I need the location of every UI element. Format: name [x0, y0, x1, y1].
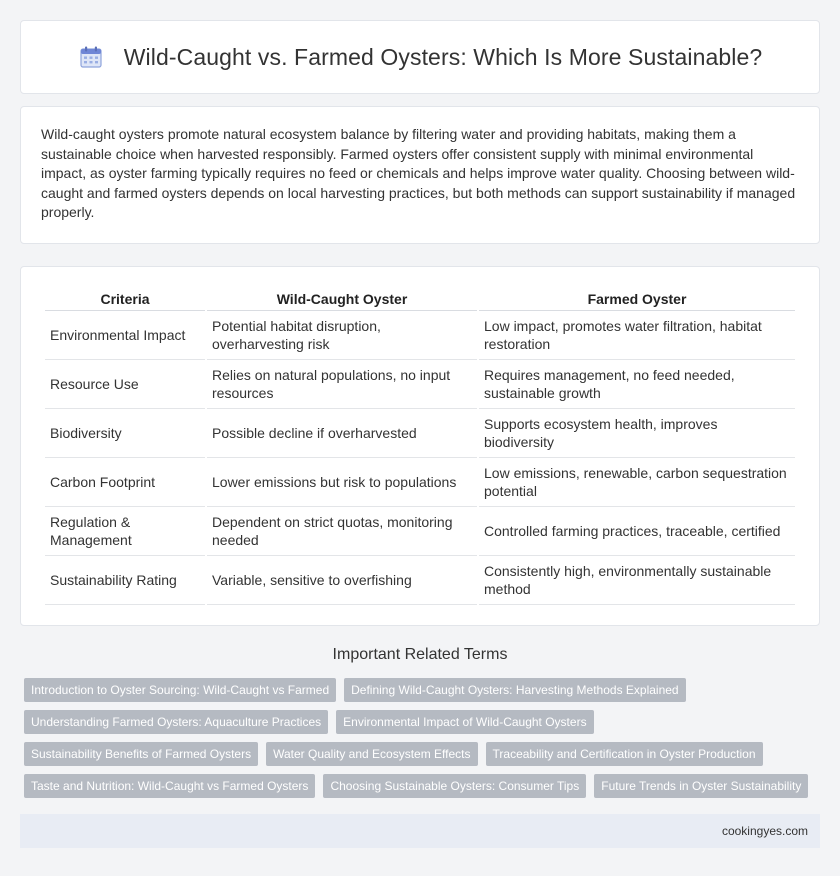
table-cell: Requires management, no feed needed, sustainable growth [479, 360, 795, 409]
footer-site-name: cookingyes.com [721, 824, 808, 838]
related-term-tag[interactable]: Environmental Impact of Wild-Caught Oysters [336, 710, 593, 734]
column-header-farmed: Farmed Oyster [479, 289, 795, 311]
footer [20, 814, 820, 848]
table-cell: Variable, sensitive to overfishing [207, 556, 477, 605]
table-row [45, 360, 795, 409]
table-cell: Low impact, promotes water filtration, habitat restoration [479, 311, 795, 360]
related-terms-title: Important Related Terms [332, 646, 508, 663]
table-row [45, 311, 795, 360]
table-cell: Consistently high, environmentally sustainable method [479, 556, 795, 605]
table-row [45, 556, 795, 605]
related-term-tag[interactable]: Introduction to Oyster Sourcing: Wild-Caught vs Farmed [24, 678, 336, 702]
table-cell: Sustainability Rating [45, 556, 205, 605]
page-title: Wild-Caught vs. Farmed Oysters: Which Is More Sustainable? [123, 43, 763, 70]
table-cell: Supports ecosystem health, improves biodiversity [479, 409, 795, 458]
related-term-tag[interactable]: Choosing Sustainable Oysters: Consumer Tips [323, 774, 586, 798]
related-term-tag[interactable]: Defining Wild-Caught Oysters: Harvesting Methods Explained [344, 678, 685, 702]
column-header-criteria: Criteria [45, 289, 205, 311]
table-cell: Lower emissions but risk to populations [207, 458, 477, 507]
table-row [45, 409, 795, 458]
table-cell: Resource Use [45, 360, 205, 409]
title-card [20, 20, 820, 94]
intro-card [20, 106, 820, 244]
table-row [45, 458, 795, 507]
related-term-tag[interactable]: Traceability and Certification in Oyster Production [486, 742, 763, 766]
table-cell: Biodiversity [45, 409, 205, 458]
table-cell: Low emissions, renewable, carbon sequestration potential [479, 458, 795, 507]
table-cell: Environmental Impact [45, 311, 205, 360]
intro-text: Wild-caught oysters promote natural ecosystem balance by filtering water and providing habitats, making them a sustainable choice when harvested responsibly. Farmed oysters offer consistent supply with minimal environmental impact, as oyster farming typically requires no feed or chemicals and helps improve water quality. Choosing between wild-caught and farmed oysters depends on local harvesting practices, but both methods can support sustainability if managed properly. [41, 126, 796, 220]
comparison-table-card [20, 266, 820, 626]
related-term-tag[interactable]: Taste and Nutrition: Wild-Caught vs Farmed Oysters [24, 774, 315, 798]
comparison-table [43, 289, 797, 605]
table-cell: Carbon Footprint [45, 458, 205, 507]
column-header-wild: Wild-Caught Oyster [207, 289, 477, 311]
table-cell: Dependent on strict quotas, monitoring needed [207, 507, 477, 556]
table-cell: Potential habitat disruption, overharvesting risk [207, 311, 477, 360]
table-cell: Regulation & Management [45, 507, 205, 556]
table-cell: Controlled farming practices, traceable, certified [479, 507, 795, 556]
related-term-tag[interactable]: Water Quality and Ecosystem Effects [266, 742, 477, 766]
related-term-tag[interactable]: Future Trends in Oyster Sustainability [594, 774, 808, 798]
table-row [45, 507, 795, 556]
related-term-tag[interactable]: Understanding Farmed Oysters: Aquaculture Practices [24, 710, 328, 734]
related-term-tag[interactable]: Sustainability Benefits of Farmed Oysters [24, 742, 258, 766]
table-cell: Relies on natural populations, no input resources [207, 360, 477, 409]
related-terms-list [20, 678, 820, 798]
table-header-row [45, 289, 795, 311]
table-cell: Possible decline if overharvested [207, 409, 477, 458]
related-terms-section [20, 646, 820, 798]
calendar-icon [78, 44, 104, 70]
